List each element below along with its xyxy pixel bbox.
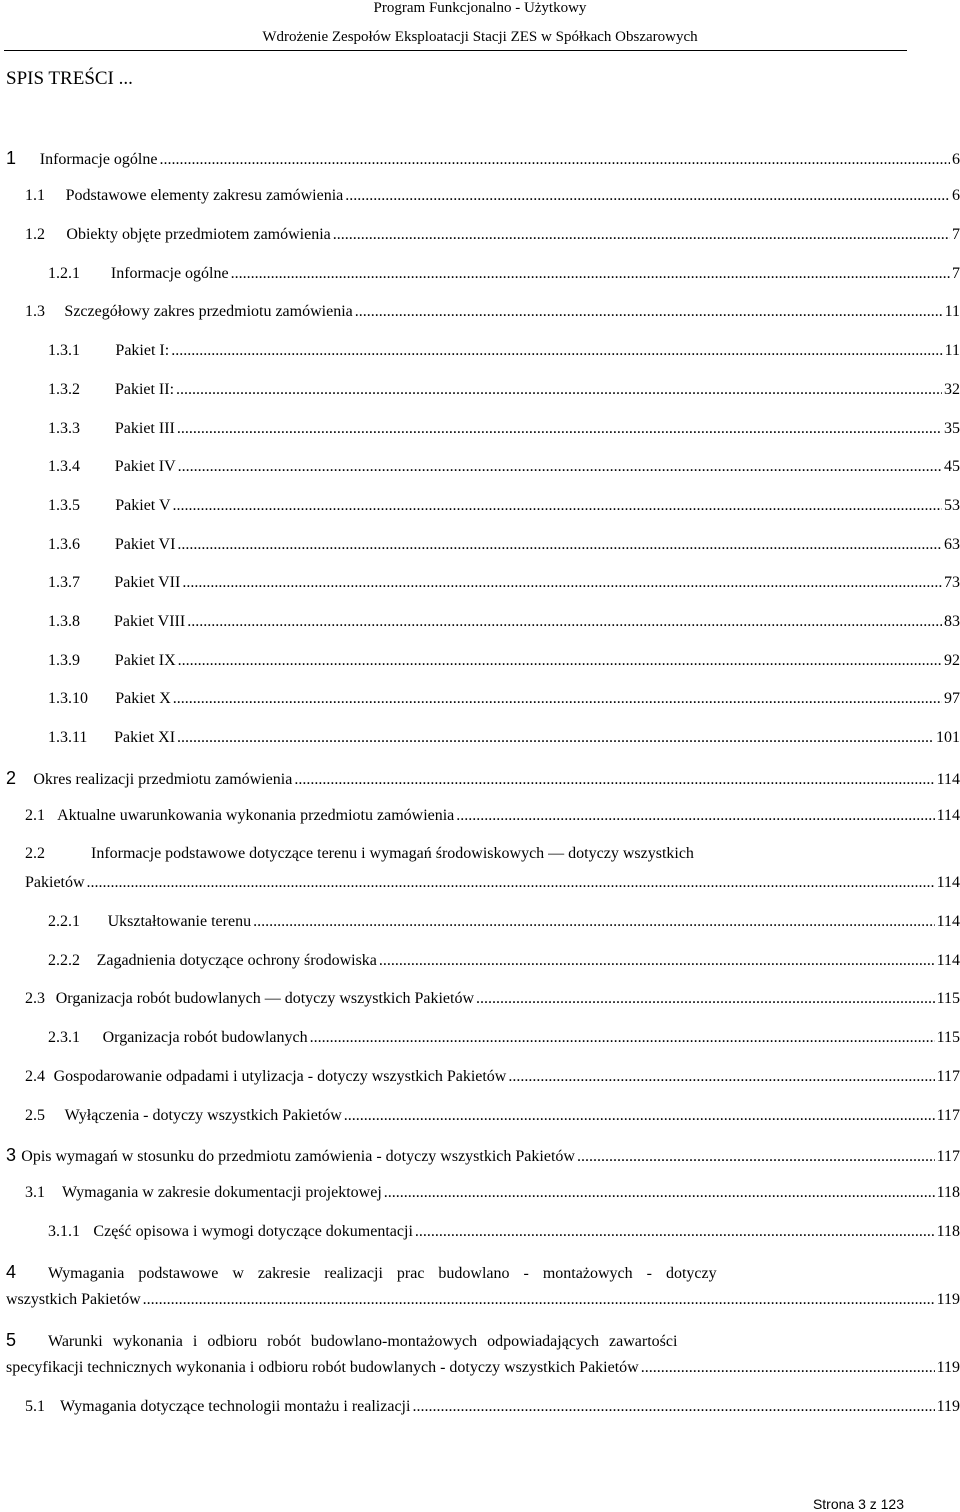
toc-entry-page: 6 (952, 187, 960, 204)
toc-leader-dots (176, 381, 942, 399)
toc-leader-dots (355, 303, 943, 321)
toc-entry-page: 119 (936, 1359, 960, 1376)
toc-leader-dots (456, 807, 934, 825)
toc-entry-number: 1.2 (25, 226, 45, 243)
toc-entry-page: 32 (944, 381, 960, 398)
toc-entry-number: 2.2.2 (48, 952, 80, 969)
toc-leader-dots (253, 913, 935, 931)
toc-entry[interactable] (6, 148, 960, 169)
toc-leader-dots (379, 952, 935, 970)
toc-entry-text-line2: Pakietów (25, 874, 85, 891)
toc-entry-number: 1 (6, 148, 17, 168)
toc-entry-number: 1.3.11 (48, 729, 88, 746)
toc-entry-page: 117 (936, 1068, 960, 1085)
toc-entry[interactable] (25, 187, 960, 205)
toc-entry-number: 3 (6, 1145, 17, 1165)
toc-entry-page: 117 (936, 1107, 960, 1124)
toc-entry[interactable] (48, 265, 960, 283)
toc-entry[interactable] (48, 1029, 960, 1047)
toc-entry-number: 1.3 (25, 303, 45, 320)
toc-entry-page: 7 (952, 226, 960, 243)
toc-entry-text: Informacje ogólne (39, 151, 158, 168)
toc-entry[interactable] (48, 458, 960, 476)
toc-entry-text: Wyłączenia - dotyczy wszystkich Pakietów (64, 1107, 342, 1124)
toc-leader-dots (87, 874, 935, 892)
toc-entry-text: Informacje ogólne (110, 265, 229, 282)
toc-entry-text: Opis wymagań w stosunku do przedmiotu zamówienia - dotyczy wszystkich Pakietów (21, 1148, 575, 1165)
toc-entry-text: Pakiet V (115, 497, 171, 514)
toc-entry[interactable] (25, 990, 960, 1008)
toc-entry[interactable] (48, 652, 960, 670)
toc-entry[interactable] (25, 807, 960, 825)
toc-entry-text: Pakiet I: (115, 342, 170, 359)
toc-entry-text: Część opisowa i wymogi dotyczące dokumentacji (93, 1223, 413, 1240)
toc-entry-text: Gospodarowanie odpadami i utylizacja - dotyczy wszystkich Pakietów (53, 1068, 507, 1085)
toc-entry-text: Pakiet VIII (113, 613, 186, 630)
toc-entry[interactable] (25, 1107, 960, 1125)
toc-entry-number: 4 (6, 1262, 17, 1282)
toc-entry-page: 114 (936, 874, 960, 891)
toc-entry-text-line2: wszystkich Pakietów (6, 1291, 141, 1308)
toc-entry[interactable] (25, 303, 960, 321)
toc-leader-dots (476, 990, 935, 1008)
toc-entry-page: 73 (944, 574, 960, 591)
toc-leader-dots (508, 1068, 934, 1086)
toc-entry-text: Pakiet X (115, 690, 171, 707)
toc-entry[interactable] (48, 574, 960, 592)
toc-entry-page: 101 (936, 729, 960, 746)
toc-entry-page: 114 (936, 807, 960, 824)
toc-entry-number: 1.3.1 (48, 342, 80, 359)
toc-entry[interactable] (48, 690, 960, 708)
toc-entry-number: 1.3.9 (48, 652, 80, 669)
toc-leader-dots (412, 1398, 934, 1416)
toc-entry-text: Zagadnienia dotyczące ochrony środowiska (96, 952, 377, 969)
toc-entry-number: 1.3.7 (48, 574, 80, 591)
toc-entry-number: 2.2 (25, 845, 45, 862)
toc-entry-number: 1.3.3 (48, 420, 80, 437)
toc-entry-text-line1: Informacje podstawowe dotyczące terenu i wymagań środowiskowych — dotyczy wszystkich (91, 845, 694, 862)
header-divider (4, 50, 907, 51)
toc-leader-dots (173, 690, 942, 708)
toc-leader-dots (177, 729, 934, 747)
toc-entry-text: Pakiet II: (114, 381, 175, 398)
toc-leader-dots (171, 342, 942, 360)
toc-leader-dots (177, 536, 942, 554)
page-number-footer: Strona 3 z 123 (812, 1496, 904, 1512)
toc-entry-page: 11 (944, 303, 960, 320)
toc-entry-number: 1.3.5 (48, 497, 80, 514)
toc-entry-page: 114 (936, 771, 960, 788)
toc-leader-dots (333, 226, 950, 244)
toc-leader-dots (177, 420, 942, 438)
toc-entry-page: 35 (944, 420, 960, 437)
toc-leader-dots (415, 1223, 935, 1241)
toc-leader-dots (178, 458, 942, 476)
toc-entry-text: Podstawowe elementy zakresu zamówienia (65, 187, 344, 204)
toc-entry-text: Pakiet IV (114, 458, 176, 475)
toc-entry-page: 97 (944, 690, 960, 707)
toc-entry-text-line2: specyfikacji technicznych wykonania i odbioru robót budowlanych - dotyczy wszystkich Pakietów (6, 1359, 639, 1376)
toc-title[interactable]: SPIS TREŚCI ... (6, 68, 133, 89)
toc-entry-number: 3.1 (25, 1184, 45, 1201)
toc-entry[interactable] (48, 381, 960, 399)
toc-entry[interactable] (48, 1223, 960, 1241)
toc-entry-number: 2.5 (25, 1107, 45, 1124)
toc-entry-text: Pakiet III (114, 420, 175, 437)
toc-entry-page: 115 (936, 1029, 960, 1046)
toc-entry-number: 2.3 (25, 990, 45, 1007)
toc-entry-page: 83 (944, 613, 960, 630)
toc-entry-page: 114 (936, 952, 960, 969)
toc-entry-number: 1.3.2 (48, 381, 80, 398)
toc-entry[interactable] (25, 226, 960, 244)
toc-leader-dots (577, 1148, 935, 1166)
document-header-subtitle: Wdrożenie Zespołów Eksploatacji Stacji ZES w Spółkach Obszarowych (262, 29, 698, 45)
toc-entry-page: 117 (936, 1148, 960, 1165)
toc-entry-text: Pakiet IX (114, 652, 176, 669)
toc-entry-text: Obiekty objęte przedmiotem zamówienia (66, 226, 331, 243)
toc-entry-text: Okres realizacji przedmiotu zamówienia (33, 771, 293, 788)
toc-entry[interactable] (25, 1398, 960, 1416)
toc-entry[interactable] (25, 1184, 960, 1202)
toc-entry-page: 63 (944, 536, 960, 553)
toc-entry-page: 115 (936, 990, 960, 1007)
toc-entry-text: Ukształtowanie terenu (107, 913, 252, 930)
toc-entry[interactable] (48, 613, 960, 631)
toc-entry[interactable] (48, 952, 960, 970)
toc-leader-dots (178, 652, 942, 670)
toc-entry-number: 5.1 (25, 1398, 45, 1415)
toc-leader-dots (182, 574, 942, 592)
toc-leader-dots (187, 613, 942, 631)
toc-entry-text: Wymagania w zakresie dokumentacji projektowej (61, 1184, 382, 1201)
toc-entry-text: Pakiet VII (114, 574, 181, 591)
toc-entry-page: 11 (944, 342, 960, 359)
toc-entry-number: 1.3.10 (48, 690, 88, 707)
toc-leader-dots (345, 187, 950, 205)
toc-entry-page: 114 (936, 913, 960, 930)
toc-entry-number: 5 (6, 1330, 17, 1350)
toc-leader-dots (143, 1291, 935, 1309)
document-header-title: Program Funkcjonalno - Użytkowy (373, 0, 587, 16)
toc-entry-number: 2 (6, 768, 17, 788)
toc-entry[interactable] (48, 729, 960, 747)
toc-entry-number: 1.2.1 (48, 265, 80, 282)
toc-entry[interactable] (6, 768, 960, 789)
toc-entry-number: 1.3.8 (48, 613, 80, 630)
toc-entry-text-line1: Warunki wykonania i odbioru robót budowlano-montażowych odpowiadających zawartości (48, 1333, 678, 1350)
toc-entry-number: 1.3.4 (48, 458, 80, 475)
toc-entry-page: 45 (944, 458, 960, 475)
toc-entry-page: 118 (936, 1223, 960, 1240)
toc-entry-text: Organizacja robót budowlanych (102, 1029, 308, 1046)
toc-entry-number: 2.3.1 (48, 1029, 80, 1046)
toc-entry[interactable] (25, 1068, 960, 1086)
toc-entry[interactable] (48, 497, 960, 515)
toc-entry[interactable] (48, 420, 960, 438)
toc-entry[interactable] (48, 913, 960, 931)
toc-leader-dots (231, 265, 950, 283)
toc-entry-page: 6 (952, 151, 960, 168)
toc-entry-number: 2.4 (25, 1068, 45, 1085)
toc-entry-text: Wymagania dotyczące technologii montażu i realizacji (60, 1398, 411, 1415)
toc-leader-dots (159, 151, 950, 169)
toc-entry-number: 1.3.6 (48, 536, 80, 553)
toc-entry-number: 2.1 (25, 807, 45, 824)
toc-entry-number: 3.1.1 (48, 1223, 80, 1240)
toc-entry[interactable] (48, 342, 960, 360)
toc-entry-page: 7 (952, 265, 960, 282)
toc-entry-page: 118 (936, 1184, 960, 1201)
toc-leader-dots (641, 1359, 935, 1377)
toc-entry-text-line1: Wymagania podstawowe w zakresie realizacji prac budowlano - montażowych - dotyczy (48, 1265, 717, 1282)
toc-entry-text: Szczegółowy zakres przedmiotu zamówienia (64, 303, 353, 320)
toc-entry-page: 119 (936, 1291, 960, 1308)
toc-entry-text: Pakiet VI (114, 536, 176, 553)
toc-entry-text: Aktualne uwarunkowania wykonania przedmiotu zamówienia (57, 807, 455, 824)
toc-entry-number: 1.1 (25, 187, 45, 204)
toc-leader-dots (344, 1107, 935, 1125)
toc-entry-text: Organizacja robót budowlanych — dotyczy wszystkich Pakietów (55, 990, 475, 1007)
toc-entry-number: 2.2.1 (48, 913, 80, 930)
toc-leader-dots (173, 497, 942, 515)
toc-leader-dots (294, 771, 934, 789)
toc-entry-page: 119 (936, 1398, 960, 1415)
toc-entry[interactable] (48, 536, 960, 554)
toc-leader-dots (310, 1029, 935, 1047)
toc-leader-dots (384, 1184, 935, 1202)
toc-entry-text: Pakiet XI (114, 729, 176, 746)
toc-entry-page: 92 (944, 652, 960, 669)
toc-entry-page: 53 (944, 497, 960, 514)
toc-entry[interactable] (6, 1145, 960, 1166)
